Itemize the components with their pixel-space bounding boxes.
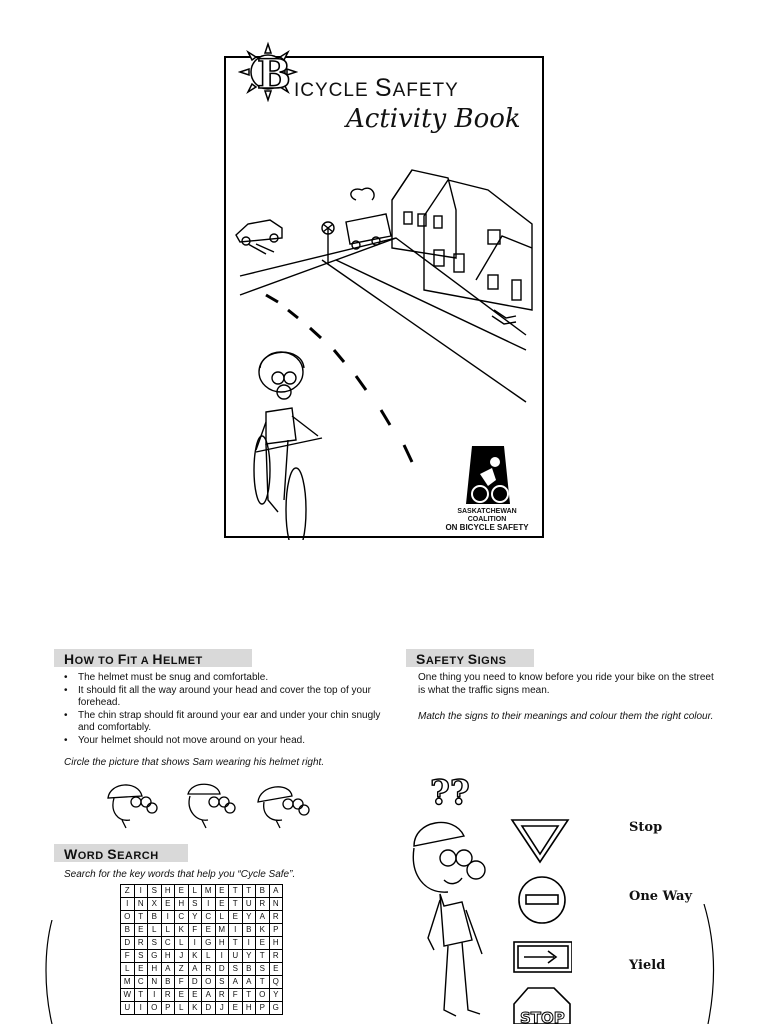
list-item: • The helmet must be snug and comfortable. [62,672,382,685]
grid-cell: S [148,937,162,950]
grid-cell: C [202,911,216,924]
grid-cell: D [202,1002,216,1015]
grid-cell: F [188,924,202,937]
grid-cell: A [188,963,202,976]
grid-cell: Z [175,963,189,976]
grid-cell: E [215,898,229,911]
grid-cell: A [202,989,216,1002]
grid-cell: Y [242,950,256,963]
grid-cell: K [175,924,189,937]
grid-cell: R [202,963,216,976]
sign-label-stop: Stop [629,820,663,835]
grid-cell: A [242,976,256,989]
list-item: • It should fit all the way around your head and cover the top of your forehead. [62,685,382,710]
grid-cell: M [202,885,216,898]
grid-row [121,885,283,898]
grid-cell: O [202,976,216,989]
grid-cell: H [215,937,229,950]
grid-cell: S [229,963,243,976]
grid-cell: M [215,924,229,937]
grid-cell: I [188,937,202,950]
sign-label-yield: Yield [629,958,666,973]
sam-character-illustration [404,770,514,1024]
grid-cell: O [256,989,270,1002]
decorative-curve-right [700,904,720,1024]
grid-cell: E [188,989,202,1002]
grid-row [121,898,283,911]
signs-intro-text: One thing you need to know before you ride your bike on the street is what the traffic signs mean. [418,672,714,696]
grid-cell: L [215,911,229,924]
grid-cell: W [121,989,135,1002]
grid-cell: Y [242,911,256,924]
grid-cell: K [188,1002,202,1015]
grid-cell: E [202,924,216,937]
grid-cell: O [121,911,135,924]
grid-row [121,924,283,937]
grid-cell: C [161,937,175,950]
grid-cell: T [242,989,256,1002]
grid-cell: T [256,976,270,989]
grid-cell: E [229,911,243,924]
face-option-2 [188,784,235,828]
grid-cell: T [229,898,243,911]
grid-cell: H [242,1002,256,1015]
face-option-3 [258,787,309,828]
question-marks: ?? [430,773,470,813]
grid-cell: S [188,898,202,911]
list-item: • Your helmet should not move around on your head. [62,735,382,748]
grid-cell: N [148,976,162,989]
grid-cell: E [161,898,175,911]
grid-cell: L [188,885,202,898]
grid-cell: D [215,963,229,976]
grid-cell: N [269,898,283,911]
grid-cell: O [148,1002,162,1015]
grid-cell: E [269,963,283,976]
helmet-section-header: HOW TO FIT A HELMET [54,649,252,667]
word-search-header: WORD SEARCH [54,844,188,862]
grid-cell: B [256,885,270,898]
grid-cell: I [202,898,216,911]
grid-cell: Q [269,976,283,989]
grid-cell: R [269,950,283,963]
grid-cell: I [148,989,162,1002]
grid-cell: H [269,937,283,950]
grid-cell: I [161,911,175,924]
grid-cell: I [121,898,135,911]
grid-cell: B [242,924,256,937]
grid-cell: L [148,924,162,937]
title-initial-letter: B [257,51,291,98]
cover-title: ICYCLE SAFETY [294,74,459,102]
grid-cell: H [161,950,175,963]
grid-cell: T [134,911,148,924]
grid-cell: E [256,937,270,950]
grid-cell: K [256,924,270,937]
cover-subtitle: Activity Book [346,104,521,134]
grid-cell: J [175,950,189,963]
grid-cell: A [269,885,283,898]
helmet-faces-illustration [100,778,310,830]
list-item: • The chin strap should fit around your ear and under your chin snugly and comfortably. [62,710,382,735]
grid-cell: P [269,924,283,937]
grid-cell: A [256,911,270,924]
grid-cell: S [215,976,229,989]
grid-cell: I [242,937,256,950]
grid-cell: K [188,950,202,963]
helmet-instruction: Circle the picture that shows Sam wearing his helmet right. [64,757,325,768]
one-way-sign-icon [514,942,572,972]
signs-instruction: Match the signs to their meanings and colour them the right colour. [418,711,714,722]
grid-cell: R [161,989,175,1002]
grid-cell: L [161,924,175,937]
grid-cell: C [175,911,189,924]
grid-cell: L [175,937,189,950]
grid-cell: E [175,885,189,898]
grid-cell: T [242,885,256,898]
decorative-curve-left [42,920,56,1024]
grid-cell: F [229,989,243,1002]
safety-signs-header: SAFETY SIGNS [406,649,534,667]
grid-cell: M [121,976,135,989]
grid-cell: E [229,1002,243,1015]
grid-cell: D [188,976,202,989]
grid-cell: A [229,976,243,989]
grid-cell: I [134,1002,148,1015]
grid-cell: B [121,924,135,937]
grid-row [121,976,283,989]
word-search-grid [120,884,283,1015]
grid-cell: I [134,885,148,898]
grid-cell: E [215,885,229,898]
grid-cell: S [134,950,148,963]
grid-cell: T [229,937,243,950]
grid-cell: E [134,924,148,937]
grid-cell: R [215,989,229,1002]
traffic-signs-illustration [510,812,572,1024]
grid-cell: S [148,885,162,898]
grid-cell: G [202,937,216,950]
do-not-enter-sign-icon [519,877,565,923]
grid-cell: F [121,950,135,963]
grid-cell: Y [269,989,283,1002]
grid-cell: L [175,1002,189,1015]
grid-cell: P [161,1002,175,1015]
grid-cell: U [229,950,243,963]
coalition-logo-icon [462,444,514,506]
grid-cell: T [134,989,148,1002]
grid-cell: B [242,963,256,976]
grid-cell: A [161,963,175,976]
grid-cell: R [134,937,148,950]
grid-cell: D [121,937,135,950]
grid-cell: J [215,1002,229,1015]
sun-letter-b-icon [238,40,298,102]
yield-sign-icon [512,820,568,862]
stop-sign-text: STOP [520,1009,565,1024]
grid-cell: Y [188,911,202,924]
grid-cell: L [202,950,216,963]
grid-cell: T [256,950,270,963]
grid-cell: C [134,976,148,989]
grid-row [121,937,283,950]
grid-cell: E [175,989,189,1002]
grid-cell: B [161,976,175,989]
grid-cell: U [242,898,256,911]
grid-cell: I [229,924,243,937]
helmet-tips-list [62,672,382,747]
grid-cell: R [256,898,270,911]
grid-cell: F [175,976,189,989]
grid-cell: U [121,1002,135,1015]
grid-cell: N [134,898,148,911]
sign-label-one-way: One Way [629,889,693,904]
word-search-instruction: Search for the key words that help you “Cycle Safe”. [64,869,296,880]
grid-cell: I [215,950,229,963]
grid-cell: T [229,885,243,898]
grid-row [121,1002,283,1015]
grid-row [121,950,283,963]
face-option-1 [108,785,157,828]
grid-cell: G [148,950,162,963]
grid-cell: Z [121,885,135,898]
grid-cell: S [256,963,270,976]
coalition-logo-text: SASKATCHEWAN COALITION ON BICYCLE SAFETY [445,508,529,532]
grid-cell: P [256,1002,270,1015]
grid-row [121,911,283,924]
grid-row [121,963,283,976]
grid-cell: L [121,963,135,976]
grid-cell: H [148,963,162,976]
grid-cell: X [148,898,162,911]
grid-cell: E [134,963,148,976]
grid-cell: H [175,898,189,911]
grid-cell: G [269,1002,283,1015]
grid-cell: B [148,911,162,924]
grid-row [121,989,283,1002]
grid-cell: R [269,911,283,924]
grid-cell: H [161,885,175,898]
